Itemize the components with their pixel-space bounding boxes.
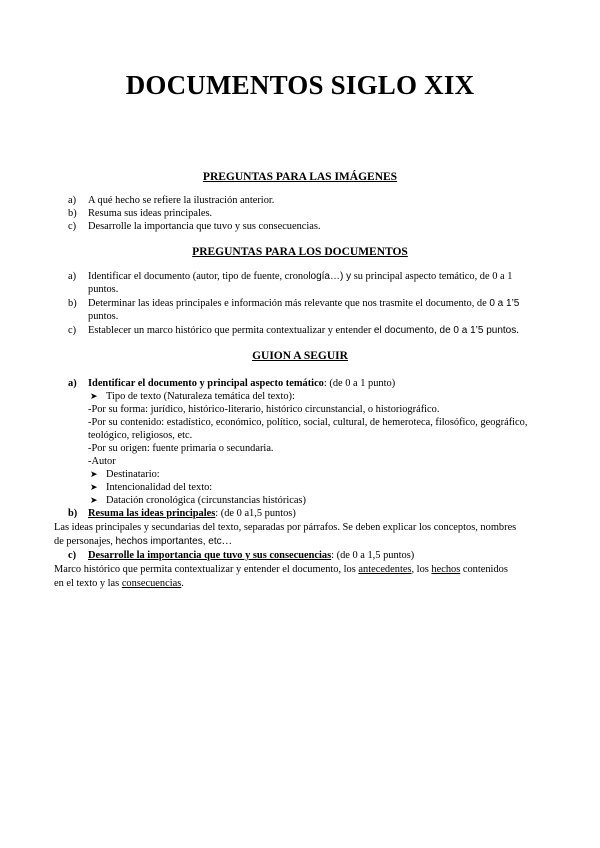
list-item xyxy=(68,270,512,283)
item-text: su principal aspecto temático, de 0 a 1 xyxy=(351,271,513,282)
guion-c-text-2 xyxy=(54,577,184,590)
item-marker: a) xyxy=(68,271,77,282)
guion-b-text-2 xyxy=(54,535,232,548)
heading-documentos: PREGUNTAS PARA LOS DOCUMENTOS xyxy=(192,246,408,258)
paragraph-text: en el texto y las xyxy=(54,578,122,589)
guion-c-heading xyxy=(68,549,414,562)
guion-a-heading xyxy=(68,377,395,390)
item-text: Desarrolle la importancia que tuvo y sus consecuencias. xyxy=(88,221,321,232)
bullet-item xyxy=(90,481,212,494)
guion-forma: -Por su forma: jurídico, histórico-literario, histórico circunstancial, o historiográfico. xyxy=(88,404,440,415)
guion-origen: -Por su origen: fuente primaria o secundaria. xyxy=(88,443,274,454)
guion-b-points: : (de 0 a1,5 puntos) xyxy=(215,508,296,519)
item-marker: b) xyxy=(68,208,77,219)
guion-contenido-2: teológico, religiosos, etc. xyxy=(88,430,193,441)
bullet-text: Tipo de texto (Naturaleza temática del texto): xyxy=(106,391,295,402)
paragraph-text: , los xyxy=(411,564,432,575)
guion-b-text-1: Las ideas principales y secundarias del texto, separadas por párrafos. Se deben explicar los conceptos, nombres xyxy=(54,522,517,533)
item-text: Establecer un marco histórico que permita contextualizar y entender xyxy=(88,325,374,336)
guion-autor: -Autor xyxy=(88,456,116,467)
underlined-term: hechos xyxy=(431,564,461,575)
item-marker: c) xyxy=(68,325,77,336)
paragraph-text: de personajes, xyxy=(54,536,116,547)
item-text-alt: logía…) y xyxy=(308,271,352,282)
bullet-item xyxy=(90,390,295,403)
underlined-term: antecedentes xyxy=(358,564,412,575)
guion-c-points: : (de 0 a 1,5 puntos) xyxy=(331,550,415,561)
item-text: . xyxy=(516,325,519,336)
paragraph-text: . xyxy=(181,578,184,589)
list-item xyxy=(68,324,519,337)
item-marker: a) xyxy=(68,378,77,389)
item-text-alt: 0 a 1’5 xyxy=(489,298,520,309)
heading-imagenes: PREGUNTAS PARA LAS IMÁGENES xyxy=(202,171,398,183)
item-continuation: puntos. xyxy=(88,311,119,322)
paragraph-text: Marco histórico que permita contextualizar y entender el documento, los xyxy=(54,564,359,575)
bullet-item xyxy=(90,468,160,481)
arrowhead-bullet-icon: ➤ xyxy=(90,482,98,492)
list-item xyxy=(68,220,321,233)
bullet-text: Intencionalidad del texto: xyxy=(106,482,213,493)
item-marker: c) xyxy=(68,221,77,232)
guion-a-points: : (de 0 a 1 punto) xyxy=(323,378,396,389)
bullet-text: Destinatario: xyxy=(106,469,160,480)
underlined-term: consecuencias xyxy=(121,578,182,589)
arrowhead-bullet-icon: ➤ xyxy=(90,495,98,505)
item-text: A qué hecho se refiere la ilustración anterior. xyxy=(88,195,275,206)
guion-b-heading xyxy=(68,507,296,520)
list-item xyxy=(68,297,519,310)
guion-c-text-1 xyxy=(54,563,508,576)
item-text-alt: el documento, de 0 a 1’5 puntos xyxy=(373,325,517,336)
document-title: DOCUMENTOS SIGLO XIX xyxy=(125,70,475,100)
guion-contenido-1: -Por su contenido: estadístico, económico, político, social, cultural, de hemeroteca, filosófico, geográfico, xyxy=(88,417,528,428)
item-marker: c) xyxy=(68,550,77,561)
paragraph-text: … xyxy=(221,536,233,547)
item-text: Determinar las ideas principales e información más relevante que nos trasmite el documento, de xyxy=(88,298,490,309)
item-continuation: puntos. xyxy=(88,284,119,295)
item-marker: b) xyxy=(68,298,77,309)
paragraph-text-alt: hechos importantes, etc xyxy=(115,536,222,547)
list-item xyxy=(68,207,212,220)
item-text: Identificar el documento (autor, tipo de fuente, crono xyxy=(88,271,309,282)
guion-b-title: Resuma las ideas principales xyxy=(88,508,216,519)
arrowhead-bullet-icon: ➤ xyxy=(90,469,98,479)
paragraph-text: contenidos xyxy=(460,564,508,575)
heading-guion: GUION A SEGUIR xyxy=(252,350,348,362)
item-marker: a) xyxy=(68,195,77,206)
item-text: Resuma sus ideas principales. xyxy=(88,208,213,219)
list-item xyxy=(68,194,274,207)
arrowhead-bullet-icon: ➤ xyxy=(90,391,98,401)
guion-c-title: Desarrolle la importancia que tuvo y sus consecuencias xyxy=(88,550,332,561)
guion-a-title: Identificar el documento y principal aspecto temático xyxy=(88,378,324,389)
bullet-text: Datación cronológica (circunstancias históricas) xyxy=(106,495,306,506)
item-marker: b) xyxy=(68,508,78,519)
bullet-item xyxy=(90,494,306,507)
